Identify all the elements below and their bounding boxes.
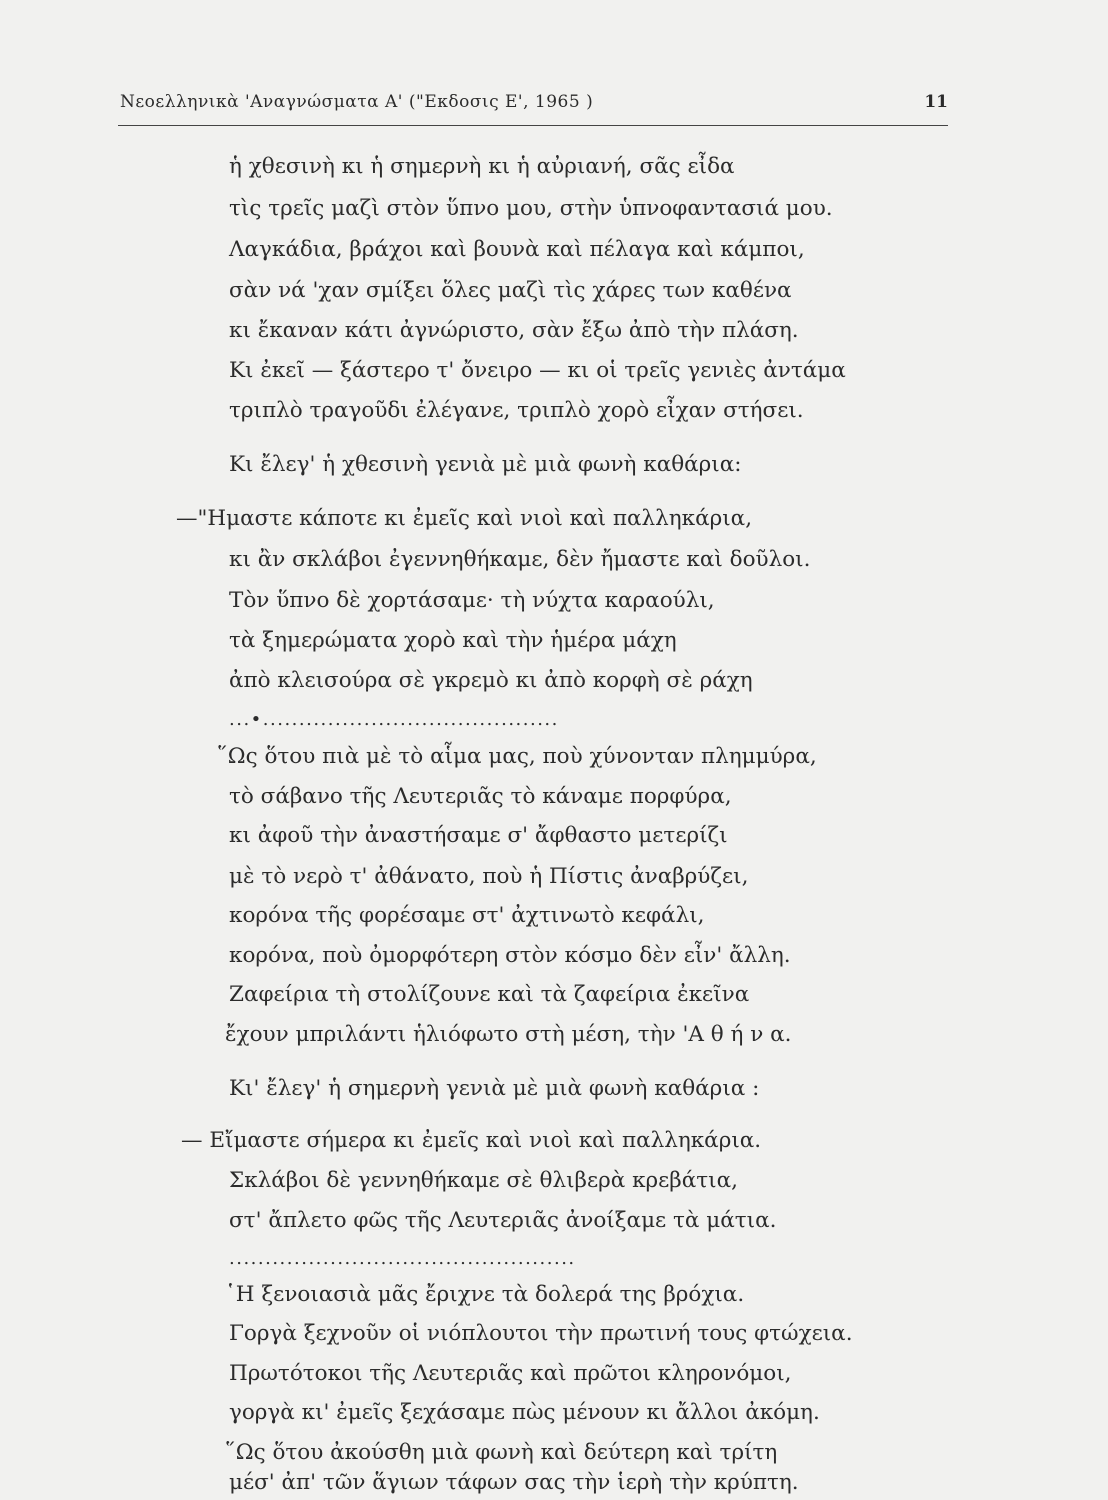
ellipsis-separator: ...•......................................... — [229, 709, 559, 730]
verse-line: γοργὰ κι' ἐμεῖς ξεχάσαμε πὼς μένουν κι ἄλλοι ἀκόμη. — [229, 1400, 820, 1425]
verse-line: Σκλάβοι δὲ γεννηθήκαμε σὲ θλιβερὰ κρεβάτια, — [229, 1168, 738, 1193]
verse-line: μὲ τὸ νερὸ τ' ἀθάνατο, ποὺ ἡ Πίστις ἀναβρύζει, — [229, 864, 749, 889]
verse-line: κι ἂν σκλάβοι ἐγεννηθήκαμε, δὲν ἤμαστε καὶ δοῦλοι. — [229, 547, 811, 572]
verse-line: Κι ἐκεῖ — ξάστερο τ' ὄνειρο — κι οἱ τρεῖς γενιὲς ἀντάμα — [229, 358, 846, 383]
verse-line: κι ἀφοῦ τὴν ἀναστήσαμε σ' ἄφθαστο μετερίζι — [229, 823, 728, 848]
verse-line: ῞Ως ὅτου ἀκούσθη μιὰ φωνὴ καὶ δεύτερη καὶ τρίτη — [225, 1440, 778, 1465]
ellipsis-separator: ................................................ — [229, 1248, 576, 1269]
verse-line: στ' ἄπλετο φῶς τῆς Λευτεριᾶς ἀνοίξαμε τὰ μάτια. — [229, 1208, 777, 1233]
verse-line: τὰ ξημερώματα χορὸ καὶ τὴν ἡμέρα μάχη — [229, 628, 677, 653]
verse-line: ἡ χθεσινὴ κι ἡ σημερνὴ κι ἡ αὐριανή, σᾶς εἶδα — [229, 154, 735, 179]
verse-line: τὸ σάβανο τῆς Λευτεριᾶς τὸ κάναμε πορφύρα, — [229, 784, 732, 809]
verse-line: ῾Η ξενοιασιὰ μᾶς ἔριχνε τὰ δολερά της βρόχια. — [225, 1282, 745, 1307]
verse-line: Κι' ἔλεγ' ἡ σημερνὴ γενιὰ μὲ μιὰ φωνὴ καθάρια : — [229, 1076, 760, 1101]
verse-line: ῞Ως ὅτου πιὰ μὲ τὸ αἷμα μας, ποὺ χύνονταν πλημμύρα, — [217, 744, 817, 769]
header-rule — [118, 125, 948, 126]
verse-line: κορόνα τῆς φορέσαμε στ' ἀχτινωτὸ κεφάλι, — [229, 903, 705, 928]
verse-line: μέσ' ἀπ' τῶν ἅγιων τάφων σας τὴν ἱερὴ τὴν κρύπτη. — [229, 1470, 799, 1495]
verse-line: Λαγκάδια, βράχοι καὶ βουνὰ καὶ πέλαγα καὶ κάμποι, — [229, 237, 805, 262]
verse-line: ἀπὸ κλεισούρα σὲ γκρεμὸ κι ἀπὸ κορφὴ σὲ ράχη — [229, 668, 753, 693]
verse-line: Γοργὰ ξεχνοῦν οἱ νιόπλουτοι τὴν πρωτινή τους φτώχεια. — [229, 1321, 853, 1346]
verse-line: τριπλὸ τραγοῦδι ἐλέγανε, τριπλὸ χορὸ εἶχαν στήσει. — [229, 398, 804, 423]
verse-line: τὶς τρεῖς μαζὶ στὸν ὕπνο μου, στὴν ὑπνοφαντασιά μου. — [229, 196, 833, 221]
verse-line: — Εἴμαστε σήμερα κι ἐμεῖς καὶ νιοὶ καὶ παλληκάρια. — [181, 1128, 762, 1153]
verse-line: Πρωτότοκοι τῆς Λευτεριᾶς καὶ πρῶτοι κληρονόμοι, — [229, 1361, 792, 1386]
verse-line: Κι ἔλεγ' ἡ χθεσινὴ γενιὰ μὲ μιὰ φωνὴ καθάρια: — [229, 452, 742, 477]
verse-line: κορόνα, ποὺ ὀμορφότερη στὸν κόσμο δὲν εἶν' ἄλλη. — [229, 943, 791, 968]
page-number: 11 — [924, 92, 948, 112]
verse-line: —"Ημαστε κάποτε κι ἐμεῖς καὶ νιοὶ καὶ παλληκάρια, — [176, 506, 753, 531]
verse-line: ἔχουν μπριλάντι ἡλιόφωτο στὴ μέση, τὴν 'Α θ ή ν α. — [225, 1022, 792, 1047]
verse-line: κι ἔκαναν κάτι ἀγνώριστο, σὰν ἔξω ἀπὸ τὴν πλάση. — [229, 318, 799, 343]
header-title: Νεοελληνικὰ 'Αναγνώσματα Α' ("Εκδοσις Ε', 1965 ) — [120, 92, 594, 112]
verse-line: Ζαφείρια τὴ στολίζουνε καὶ τὰ ζαφείρια ἐκεῖνα — [229, 982, 750, 1007]
verse-line: Τὸν ὕπνο δὲ χορτάσαμε· τὴ νύχτα καραούλι, — [229, 588, 715, 613]
verse-line: σὰν νά 'χαν σμίξει ὅλες μαζὶ τὶς χάρες των καθένα — [229, 278, 792, 303]
running-header — [120, 88, 948, 128]
